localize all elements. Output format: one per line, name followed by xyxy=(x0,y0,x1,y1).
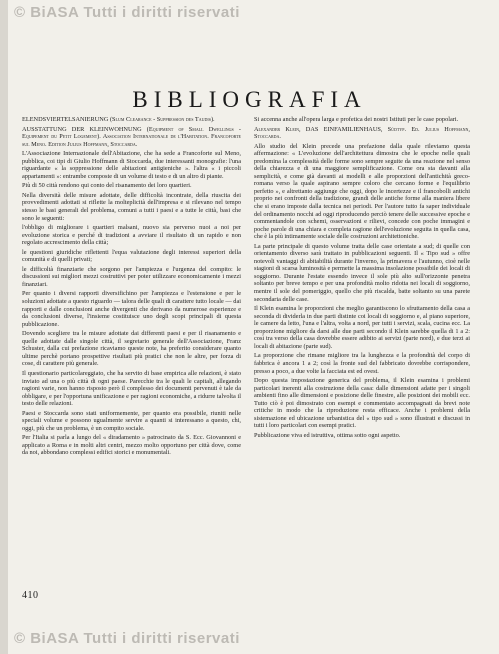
paragraph: La parte principale di questo volume tratta delle case orientate a sud; di quelle con orientamento diverso sarà trattato in pubblicazioni seguenti. Il « Tipo sud » offre notevoli vantaggi di abitabilità durante l'inverno, la primavera e l'autunno, cioè nelle stagioni di scarsa luminosità e permette la massima insolazione possibile dei locali di soggiorno. Durante l'estate essendo invece il sole più alto sull'orizzonte penetra soltanto per breve tempo e per una profondità molto ridotta nei locali di soggiorno, mentre il sole del pomeriggio, quello che più riscalda, batte soltanto su una parete secondaria delle case. xyxy=(254,242,470,303)
entry-slum-clearance: ELENDSVIERTELSANIERUNG (Slum Clearance - Suppression des Taudis). xyxy=(22,116,215,123)
paragraph: Dopo questa impostazione generica del problema, il Klein esamina i problemi particolari inerenti alla costruzione della casa: dalle dimensioni adatte per i singoli ambienti fino alle dimensioni e posizione delle finestre, alle posizioni dei mobili ecc. Tutto ciò è poi dimostrato con esempi e commentato accompagnati da brevi note critiche in modo che la riproduzione resta efficace. Anche i problemi della sistemazione ed ubicazione urbanistica del « tipo sud » sono illustrati e discussi in tutti i loro particolari con esempi pratici. xyxy=(254,377,470,430)
paragraph: Si accenna anche all'opera larga e profetica dei nostri Istituti per le case popolari. xyxy=(254,116,459,123)
entry-einfamilienhaus: Alexander Klein, DAS EINFAMILIENHAUS, Südtyp. Ed. Julius Hoffmann, Stoccarda. xyxy=(254,125,470,141)
paragraph: Dovendo scegliere tra le misure adottate dai differenti paesi e per il risanamento e quelle adottate dalle singole città, il segretario generale dell'Associazione, Franz Schuster, dalla cui prefazione ricaviamo queste note, ha preferito considerare quanto ultime perchè portano prospettive risultati più pratici che non le altre, per forza di cose, di carattere più generale. xyxy=(22,330,241,368)
paragraph: L'Associazione Internazionale dell'Abitazione, che ha sede a Francoforte sul Meno, pubblica, coi tipi di Giulio Hoffmann di Stoccarda, due interessanti monografie: l'una riguardante « la soppressione delle abitazioni antigieniche ». l'altra « i piccoli appartamenti »: entrambe composte di un volume di testo e di un altro di piante. xyxy=(22,150,241,180)
right-column xyxy=(254,116,470,441)
paragraph: Pubblicazione viva ed istruttiva, ottima sotto ogni aspetto. xyxy=(254,431,401,439)
paragraph: Più di 50 città rendono qui conto del risanamento dei loro quartieri. xyxy=(22,182,192,190)
paragraph: Paesi e Stoccarda sono stati uniformemente, per quanto era possibile, riuniti nelle speciali volume e possono ugualmente servire a quanti si interessano a questo, chi, oggi, più che un problema, è un compito sociale. xyxy=(22,409,241,432)
watermark-bottom: © BiASA Tutti i diritti riservati xyxy=(14,630,240,647)
paragraph: Per quanto i diversi rapporti diversifichino per l'ampiezza e l'estensione e per le soluzioni adottate a questo riguardo — talora delle quali di carattere tutto locale — dai rapporti e dalle conclusioni anche divergenti che derivano da numerose esperienze e da conclusioni diverse, l'insieme costituisce uno degli scopi principali di questa pubblicazione. xyxy=(22,290,241,328)
paragraph: le questioni giuridiche riflettenti l'equa valutazione degli interessi superiori della comunità e di quelli privati; xyxy=(22,248,241,264)
paragraph: Nella diversità delle misure adottate, delle difficoltà incontrate, della riuscita dei provvedimenti adottati si riflette la molteplicità dell'impresa e si rilevano nel tempo stesso le basi generali del problema, comuni a tutti i paesi e a tutte le città, basi che sono le seguenti: xyxy=(22,191,241,222)
entry-small-dwellings: AUSSTATTUNG DER KLEINWOHNUNG (Equipment of Small Dwellings - Equipement du Petit Logement). Association Internationale de l'Habitation. Francoforte sul Meno. Edition Julius Hoffmann, Stoccarda. xyxy=(22,125,241,148)
paragraph: Per l'Italia si parla a lungo del « diradamento » patrocinato da S. Ecc. Giovannoni e applicato a Roma e in molti altri centri, mezzo molto opportuno per città dove, come da noi, abbondano complessi edifici storici e monumentali. xyxy=(22,434,241,457)
watermark-top: © BiASA Tutti i diritti riservati xyxy=(14,4,240,21)
paragraph: Il questionario particolareggiato, che ha servito di base empirica alle relazioni, è stato inviato ad una o più città di ogni paese. Parecchie tra le quali le capitali, allegando ragioni varie, non hanno risposto però il complesso dei documenti pervenuti è tale da obbligare, e per l'opportuna unificazione e per ragioni economiche, a ridurre talvolta il testo delle relazioni. xyxy=(22,369,241,408)
paragraph: le difficoltà finanziarie che sorgono per l'ampiezza e l'urgenza del compito: le discussioni sui migliori mezzi costruttivi per poter utilizzare economicamente i mezzi finanziari. xyxy=(22,265,241,288)
page-title: BIBLIOGRAFIA xyxy=(132,87,367,113)
paragraph: Allo studio del Klein precede una prefazione dalla quale rileviamo questa affermazione: « L'evoluzione dell'architettura dimostra che le epoche nelle quali predomina la complessità delle forme sono sempre seguite da una reazione nel senso della chiarezza e di una maggiore semplificazione. Come ora sta davanti alla semplicità, e come già davanti ai modelli e alle proporzioni dell'antichità greco-romana verso la quale aspirano sempre coloro che cercano forme e l'equilibrio perfetto », e altrettanto aggiunge che oggi, dopo le incertezze e il francobolli antichi proprio nei confronti della tradizione, grandi delle antiche forme alla maniera libere che si erano imposte dalla tecnica nei periodi. Per l'autore tutto fa saper individuale del ordinamento nocchi ad oggi riproducendo perciò tenere delle successive epoche e commentandole con schemi, osservazioni e rilievi, concede con poche immagini e poche parole di una chiara e completa ragione dell'evoluzione seguita in quella casa, che è la più intimamente sociale delle costruzioni architettoniche. xyxy=(254,142,470,241)
left-column xyxy=(22,116,241,459)
page-number: 410 xyxy=(22,590,39,601)
paragraph: La proporzione che rimane migliore tra la lunghezza e la profondità del corpo di fabbrica è ancora 1 a 2; così la fronte sud del fabbricato dovrebbe corrispondere, presso a poco, a due volte la facciata est ed ovest. xyxy=(254,352,470,375)
paragraph: Il Klein esamina le proporzioni che meglio garantiscono lo sfruttamento della casa a seconda di dividerla in due parti distinte coi locali di soggiorno e, al piano superiore, le camere da letto, l'una e l'altra, volta a nord, per tutti i servizi, scala, cucina ecc. La proporzione migliore da darsi alle due parti secondo il Klein sarebbe quella di 1 a 2: così tra verso della casa dovrebbe essere adibito ai servizi (parte nord), e due terzi ai locali di abitazione (parte sud). xyxy=(254,305,470,350)
paragraph: l'obbligo di migliorare i quartieri malsani, nuovo sia perverso nuoi a noi per evoluzione storica e perché di tradizioni a avviare il risultato di un rapido e non regolato accrescimento della città; xyxy=(22,224,241,247)
